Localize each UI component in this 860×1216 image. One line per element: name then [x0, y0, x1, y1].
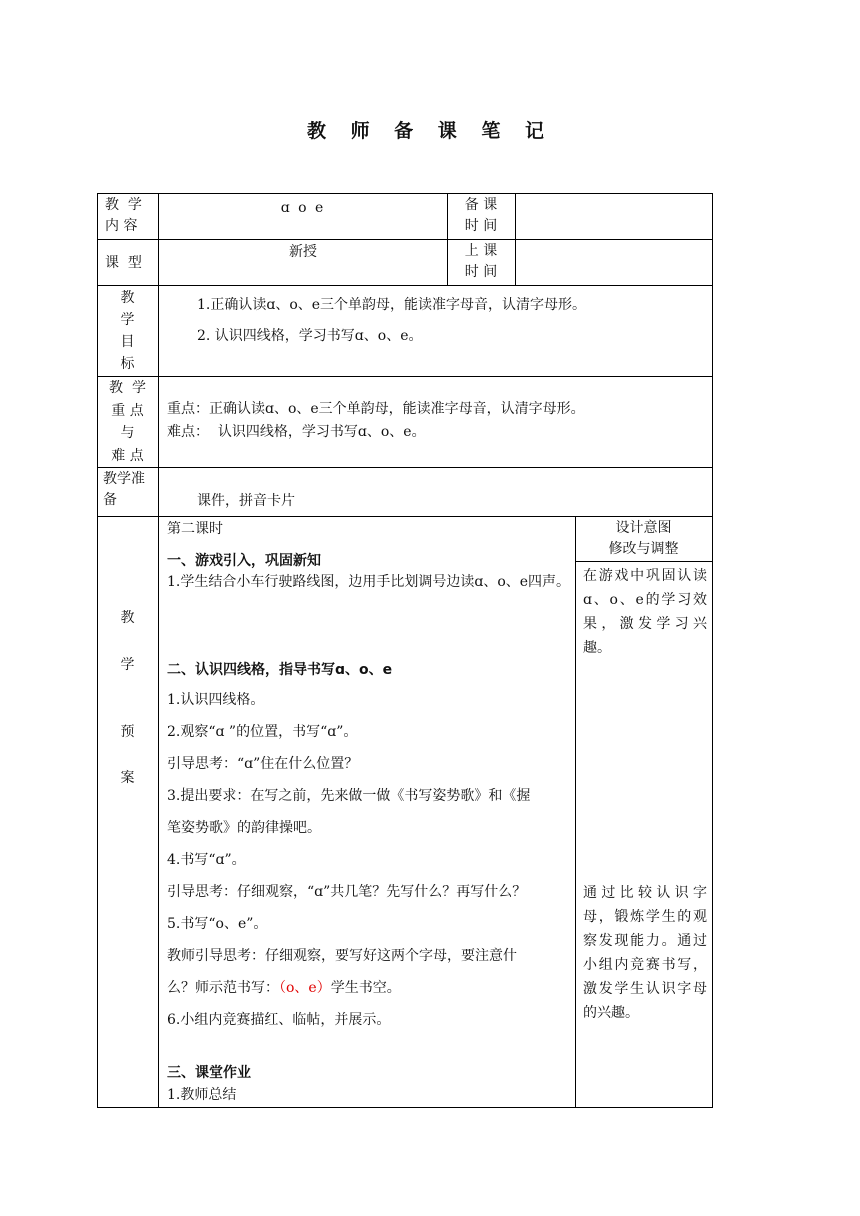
plan-item: 教师引导思考：仔细观察，要写好这两个字母，要注意什 [167, 948, 517, 964]
row-label-plan: 学 [120, 657, 135, 673]
row-label-goals: 学 [120, 312, 135, 328]
plan-item: 1.认识四线格。 [167, 692, 265, 708]
plan-item: 笔姿势歌》的韵律操吧。 [167, 820, 321, 836]
plan-item: 2.观察“ɑ ”的位置，书写“ɑ”。 [167, 724, 358, 740]
table-border [712, 193, 713, 1108]
goal-item: 1.正确认读ɑ、o、e三个单韵母，能读准字母音，认清字母形。 [197, 297, 587, 313]
session-label: 第二课时 [167, 521, 223, 537]
section-heading: 二、认识四线格，指导书写ɑ、o、e [167, 662, 393, 678]
page-title: 教 师 备 课 笔 记 [306, 120, 554, 142]
design-note: 在游戏中巩固认读ɑ、o、e的学习效果，激发学习兴趣。 [583, 568, 707, 656]
notes-column-divider [575, 516, 576, 1108]
plan-item: 1.教师总结 [167, 1087, 237, 1103]
section-heading: 一、游戏引入，巩固新知 [167, 553, 321, 569]
plan-item: 4.书写“ɑ”。 [167, 852, 246, 868]
row-label-goals: 目 [120, 334, 135, 350]
key-point: 重点：正确认读ɑ、o、e三个单韵母，能读准字母音，认清字母形。 [167, 401, 585, 417]
time-column-divider [515, 193, 516, 285]
label-column-divider [158, 193, 159, 1108]
design-note: 通过比较认识字母，锻炼学生的观察发现能力。通过小组内竞赛书写，激发学生认识字母的兴趣。 [583, 885, 707, 1021]
table-border [97, 1107, 713, 1108]
difficult-point: 难点： 认识四线格，学习书写ɑ、o、e。 [167, 424, 426, 440]
row-label-type: 课 型 [105, 255, 142, 271]
plan-item: 1.学生结合小车行驶路线图，边用手比划调号边读ɑ、o、e四声。 [167, 574, 571, 590]
lesson-plan-table [97, 193, 713, 1108]
row-label-plan: 预 [120, 724, 135, 740]
plan-item-text: 学生书空。 [330, 980, 401, 996]
class-time-label-2: 时 间 [464, 264, 498, 280]
goal-item: 2. 认识四线格，学习书写ɑ、o、e。 [197, 328, 423, 344]
row-label-prep-2: 备 [103, 492, 117, 508]
row-label-key: 难 点 [111, 447, 144, 464]
lesson-content: ɑ o e [280, 200, 326, 216]
plan-item: 5.书写“o、e”。 [167, 916, 268, 932]
row-label-prep: 教学准 [103, 471, 145, 487]
prep-materials: 课件，拼音卡片 [197, 493, 295, 509]
lesson-type: 新授 [289, 244, 317, 260]
class-time-label: 上 课 [464, 243, 498, 259]
row-label-plan: 案 [120, 770, 135, 786]
row-divider [97, 516, 713, 517]
row-label-content-2: 内 容 [105, 218, 138, 234]
row-divider [97, 376, 713, 377]
row-label-goals: 教 [120, 290, 135, 306]
row-label-plan: 教 [120, 610, 135, 626]
row-label-key: 重 点 [111, 402, 144, 419]
design-intent-header: 设计意图 [615, 520, 672, 536]
plan-item [167, 978, 401, 999]
row-label-goals: 标 [120, 356, 135, 372]
row-divider [97, 285, 713, 286]
plan-item-text: 么？师示范书写： [167, 980, 279, 996]
row-label-key: 教 学 [109, 380, 146, 396]
plan-item: 6.小组内竞赛描红、临帖，并展示。 [167, 1012, 391, 1028]
row-label-content: 教 学 [105, 197, 142, 213]
section-heading: 三、课堂作业 [167, 1065, 251, 1081]
plan-item: 引导思考：仔细观察，“ɑ”共几笔？先写什么？再写什么？ [167, 884, 527, 900]
revision-header: 修改与调整 [608, 541, 679, 557]
plan-item: 引导思考：“ɑ”住在什么位置？ [167, 756, 359, 772]
table-border [97, 193, 713, 194]
side-header-divider [575, 561, 713, 562]
row-label-key: 与 [120, 425, 135, 441]
prep-time-label: 备 课 [464, 197, 498, 213]
highlighted-letters: （o、e） [279, 980, 331, 996]
plan-item: 3.提出要求：在写之前，先来做一做《书写姿势歌》和《握 [167, 788, 531, 804]
row-divider [97, 467, 713, 468]
row-divider [97, 239, 713, 240]
prep-time-label-2: 时 间 [464, 218, 498, 234]
